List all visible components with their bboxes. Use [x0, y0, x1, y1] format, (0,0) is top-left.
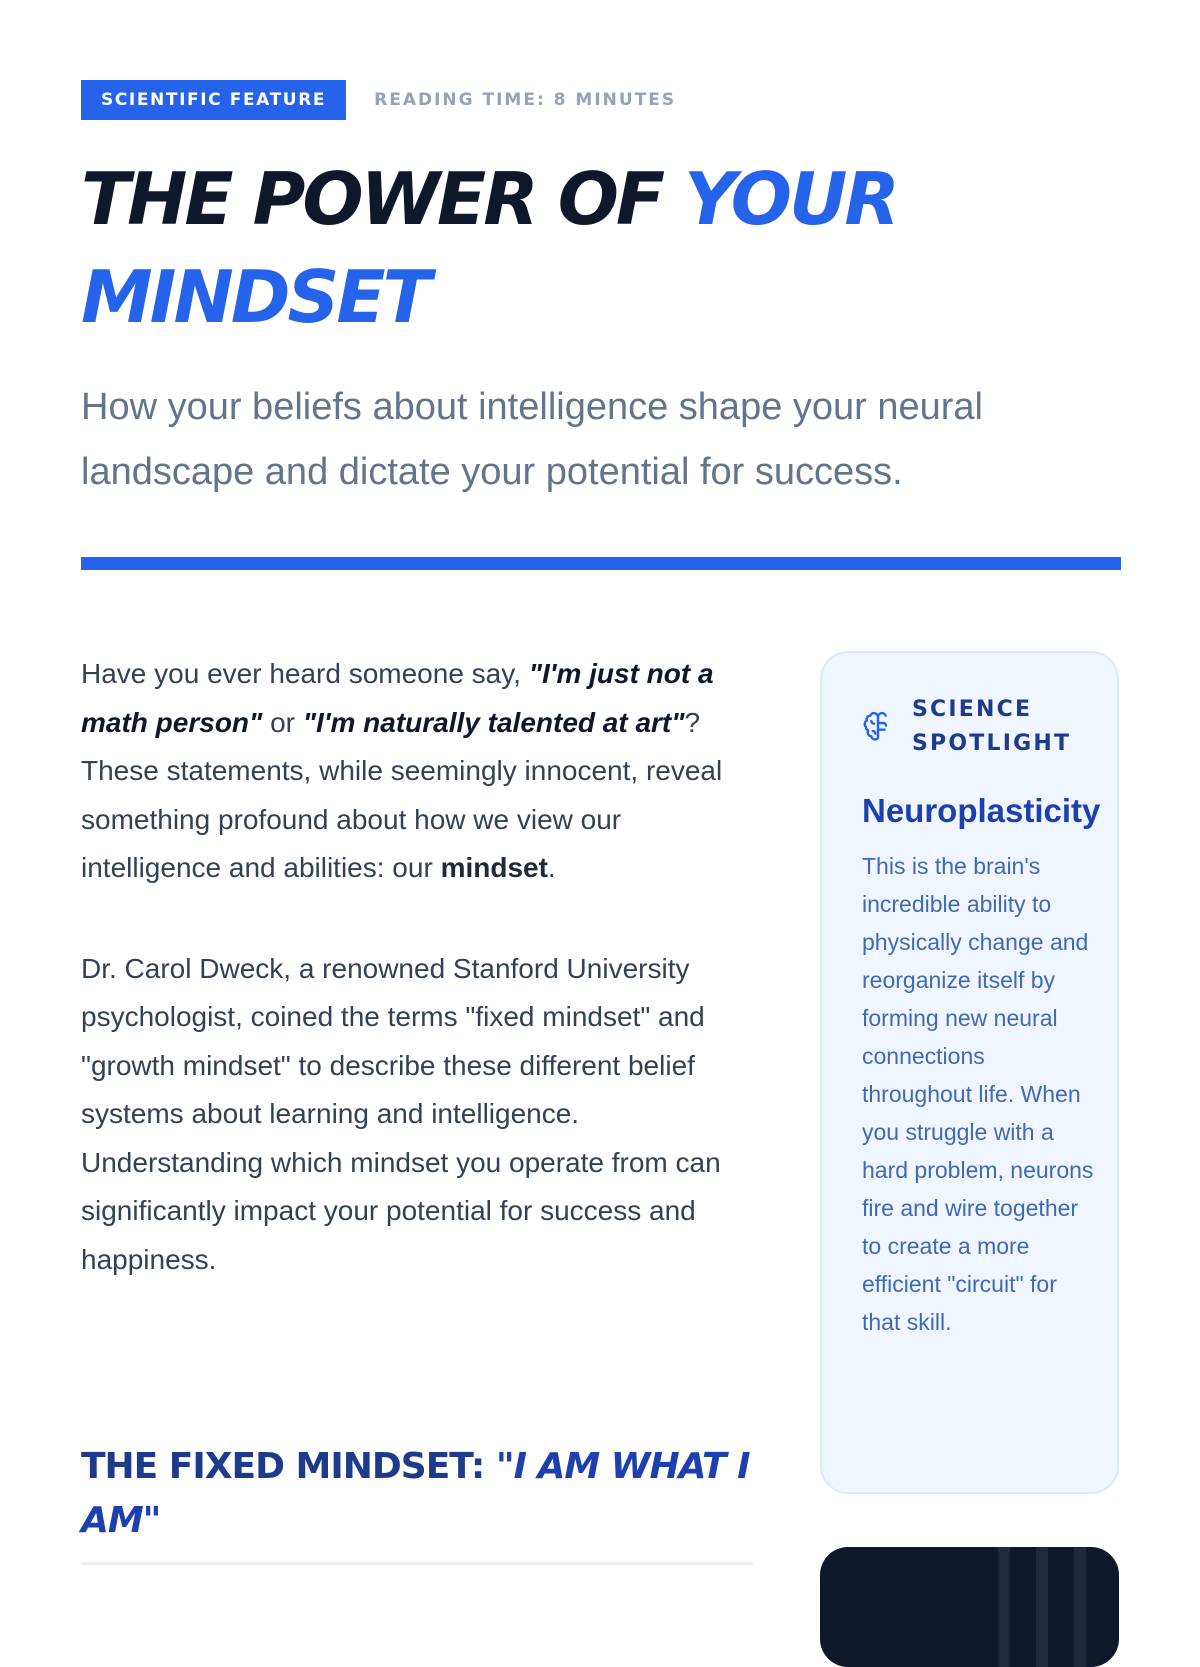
- spotlight-label: SCIENCE SPOTLIGHT: [912, 697, 1072, 756]
- card-stripe: [1036, 1547, 1048, 1667]
- page-title: [81, 150, 1141, 346]
- intro-paragraph: [81, 650, 756, 893]
- brain-icon: [862, 711, 894, 743]
- section-heading-fixed-mindset: [81, 1440, 761, 1548]
- section-heading-quote: "I AM WHAT I AM": [81, 1446, 750, 1541]
- spotlight-text: This is the brain's incredible ability to physically change and reorganize itself by forming new neural connections throughout life. When you struggle with a hard problem, neurons fire and wire together to create a more efficient "circuit" for that skill.: [862, 853, 1094, 1335]
- header-divider: [81, 557, 1121, 570]
- science-spotlight-card: [820, 651, 1119, 1494]
- page-subtitle: How your beliefs about intelligence shape your neural landscape and dictate your potential for success.: [81, 386, 983, 493]
- intro-text-d: .: [547, 852, 556, 883]
- section-heading-main: THE FIXED MINDSET:: [81, 1446, 496, 1487]
- quote-math: "I'm just not a math person": [81, 658, 714, 738]
- title-accent: YOUR MINDSET: [81, 157, 897, 339]
- reading-time: READING TIME: 8 MINUTES: [374, 90, 677, 110]
- intro-text-b: or: [262, 706, 303, 738]
- article-body: [81, 650, 756, 1284]
- article-meta: [81, 80, 676, 120]
- card-stripe: [998, 1547, 1010, 1667]
- intro-text-a: Have you ever heard someone say,: [81, 658, 529, 689]
- spotlight-title: Neuroplasticity: [862, 792, 1101, 829]
- title-main: THE POWER OF: [81, 157, 685, 241]
- dweck-paragraph: Dr. Carol Dweck, a renowned Stanford University psychologist, coined the terms "fixed mindset" and "growth mindset" to describe these different belief systems about learning and intelligence. Understanding which mindset you operate from can significantly impact your potential for success and happiness.: [81, 952, 721, 1275]
- spotlight-header: [862, 693, 1097, 761]
- dark-feature-card: [820, 1547, 1119, 1667]
- quote-art: "I'm naturally talented at art": [302, 706, 685, 738]
- category-badge: SCIENTIFIC FEATURE: [81, 80, 346, 120]
- card-stripe: [1074, 1547, 1086, 1667]
- mindset-term: mindset: [440, 852, 548, 883]
- section-divider: [81, 1562, 753, 1565]
- intro-text-c: ? These statements, while seemingly innocent, reveal something profound about how we view our intelligence and abilities: our: [81, 706, 723, 883]
